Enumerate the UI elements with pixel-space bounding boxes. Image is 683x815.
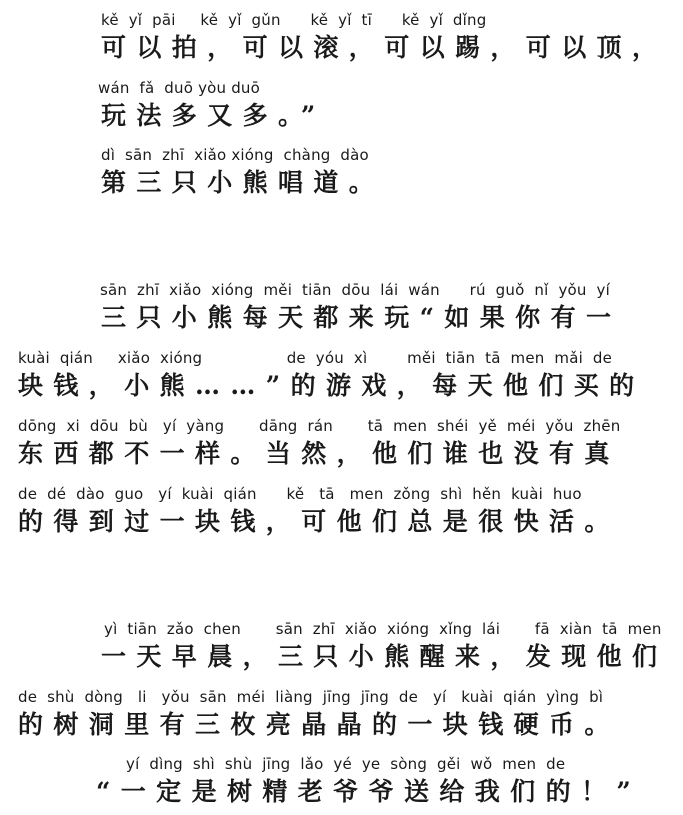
text-line-3 bbox=[0, 143, 683, 203]
pinyin-line: dōng xi dōu bù yí yàng dāng rán tā men shéi yě méi yǒu zhēn bbox=[18, 417, 621, 435]
hanzi-line: 块钱，小熊……”的游戏，每天他们买的 bbox=[18, 371, 645, 400]
hanzi-line: 一天早晨，三只小熊醒来，发现他们 bbox=[101, 642, 668, 671]
hanzi-line: 可以拍，可以滚，可以踢，可以顶， bbox=[101, 33, 668, 62]
text-line-7 bbox=[0, 482, 683, 542]
pinyin-line: kě yǐ pāi kě yǐ gǔn kě yǐ tī kě yǐ dǐng bbox=[101, 11, 487, 29]
pinyin-line: sān zhī xiǎo xióng měi tiān dōu lái wán rú guǒ nǐ yǒu yí bbox=[100, 281, 610, 299]
text-line-10 bbox=[0, 752, 683, 812]
pinyin-line: yì tiān zǎo chen sān zhī xiǎo xióng xǐng lái fā xiàn tā men bbox=[104, 620, 662, 638]
hanzi-line: “一定是树精老爷爷送给我们的！” bbox=[96, 777, 642, 806]
pinyin-line: de dé dào guo yí kuài qián kě tā men zǒng shì hěn kuài huo bbox=[18, 485, 582, 503]
hanzi-line: 三只小熊每天都来玩“如果你有一 bbox=[101, 303, 622, 332]
text-line-6 bbox=[0, 414, 683, 474]
pinyin-line: wán fǎ duō yòu duō bbox=[98, 79, 261, 97]
text-line-2 bbox=[0, 76, 683, 136]
hanzi-line: 的得到过一块钱，可他们总是很快活。 bbox=[18, 507, 620, 536]
hanzi-line: 玩法多又多。” bbox=[101, 101, 326, 130]
text-line-5 bbox=[0, 346, 683, 406]
text-line-9 bbox=[0, 685, 683, 745]
hanzi-line: 第三只小熊唱道。 bbox=[101, 168, 385, 197]
pinyin-line: kuài qián xiǎo xióng de yóu xì měi tiān tā men mǎi de bbox=[18, 349, 613, 367]
text-line-4 bbox=[0, 278, 683, 338]
pinyin-line: dì sān zhī xiǎo xióng chàng dào bbox=[101, 146, 369, 164]
pinyin-line: de shù dòng li yǒu sān méi liàng jīng jīng de yí kuài qián yìng bì bbox=[18, 688, 604, 706]
hanzi-line: 东西都不一样。当然，他们谁也没有真 bbox=[18, 439, 620, 468]
text-line-8 bbox=[0, 617, 683, 677]
text-line-1 bbox=[0, 8, 683, 68]
hanzi-line: 的树洞里有三枚亮晶晶的一块钱硬币。 bbox=[18, 710, 620, 739]
pinyin-line: yí dìng shì shù jīng lǎo yé ye sòng gěi wǒ men de bbox=[126, 755, 566, 773]
